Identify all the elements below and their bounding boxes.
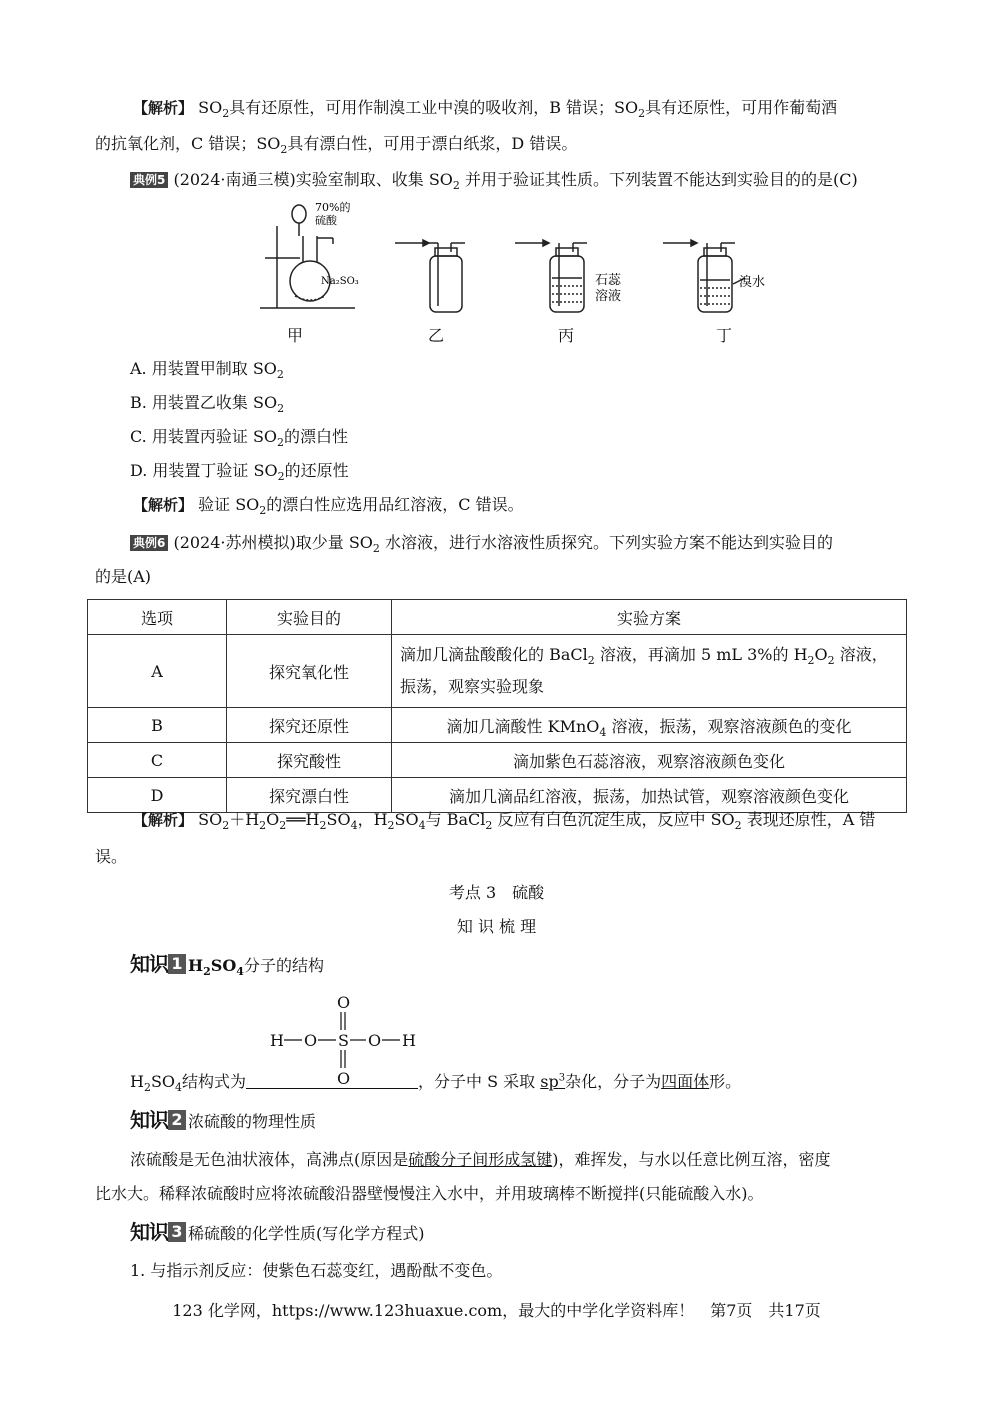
apparatus-yi (395, 240, 465, 312)
knowledge-number: 3 (168, 1222, 186, 1242)
reagent-label: Na₂SO₃ (321, 276, 359, 287)
text: 水溶液，进行水溶液性质探究。下列实验方案不能达到实验目的 (385, 533, 834, 552)
table-header-row (88, 600, 907, 635)
text: 分子的结构 (243, 956, 324, 975)
analysis-1-line1: 【解析】 $SO_2$具有还原性，可用作制溴工业中溴的吸收剂，B 错误；$SO_2$具有还原性，可用作葡萄酒 (133, 98, 838, 120)
text: A. 用装置甲制取 (130, 359, 248, 378)
text: (2024·南通三模)实验室制取、收集 (173, 170, 424, 189)
table-cell: 探究漂白性 (227, 778, 392, 813)
analysis-label: 【解析】 (133, 496, 194, 514)
table-cell: 探究酸性 (227, 743, 392, 778)
table-cell: 探究还原性 (227, 708, 392, 743)
apparatus-figure (255, 196, 795, 321)
knowledge-2-p2: 比水大。稀释浓硫酸时应将浓硫酸沿器壁慢慢注入水中，并用玻璃棒不断搅拌(只能硫酸入水)。 (95, 1184, 764, 1203)
answer-hydrogen-bond: 硫酸分子间形成氢键 (408, 1150, 553, 1169)
knowledge-number: 1 (168, 954, 186, 974)
option-d: D. 用装置丁验证 $SO_2$的还原性 (130, 461, 349, 483)
text: (2024·苏州模拟)取少量 (173, 533, 344, 552)
knowledge-word: 知识 (130, 1220, 168, 1244)
text: 并用于验证其性质。下列装置不能达到实验目的的是(C) (465, 170, 858, 189)
table-cell: A (88, 635, 227, 708)
text: 浓硫酸是无色油状液体，高沸点(原因是 (130, 1150, 409, 1169)
table-header: 实验方案 (392, 600, 907, 635)
svg-text:O: O (337, 993, 351, 1012)
example-5-question: 典例5 (2024·南通三模)实验室制取、收集 $SO_2$ 并用于验证其性质。下列装置不能达到实验目的的是(C) (130, 168, 942, 192)
answer-shape: 四面体 (661, 1072, 710, 1091)
blank-underline (246, 1074, 418, 1089)
text: 具有还原性，可用作制溴工业中溴的吸收剂，B 错误； (229, 98, 615, 117)
apparatus-ding (663, 240, 745, 312)
text: C. 用装置丙验证 (130, 427, 248, 446)
svg-text:H: H (402, 1031, 416, 1050)
bromine-label: 溴水 (739, 275, 766, 290)
svg-text:S: S (338, 1031, 349, 1050)
svg-text:O: O (304, 1031, 318, 1050)
example-5-analysis: 【解析】 验证 $SO_2$的漂白性应选用品红溶液，C 错误。 (133, 495, 524, 517)
figure-label-jia: 甲 (287, 326, 304, 345)
text: 具有漂白性，可用于漂白纸浆，D 错误。 (287, 134, 578, 153)
text: 具有还原性，可用作葡萄酒 (645, 98, 838, 117)
example-6-question: 典例6 (2024·苏州模拟)取少量 $SO_2$ 水溶液，进行水溶液性质探究。下列实验方案不能达到实验目的 (130, 531, 942, 555)
acid-label: 70%的 (315, 201, 351, 214)
figure-label-ding: 丁 (716, 326, 733, 345)
text: 反应有白色沉淀生成，反应中 (497, 810, 706, 829)
text: 的还原性 (284, 461, 349, 480)
table-cell: D (88, 778, 227, 813)
text: B. 用装置乙收集 (130, 393, 248, 412)
option-b: B. 用装置乙收集 $SO_2$ (130, 393, 285, 415)
table-cell: 探究氧化性 (227, 635, 392, 708)
apparatus-jia (260, 205, 355, 308)
table-header: 实验目的 (227, 600, 392, 635)
text: 振荡，观察实验现象 (400, 677, 545, 696)
experiment-table (87, 599, 907, 813)
litmus-label: 石蕊 (595, 273, 622, 288)
analysis-label: 【解析】 (133, 811, 194, 829)
acid-label-2: 硫酸 (315, 214, 337, 227)
table-cell: C (88, 743, 227, 778)
text: 的漂白性 (284, 427, 349, 446)
apparatus-bing (515, 240, 587, 312)
svg-text:O: O (368, 1031, 382, 1050)
section-subtitle: 知 识 梳 理 (456, 917, 537, 936)
table-row (88, 635, 907, 708)
table-row (88, 708, 907, 743)
knowledge-3-item1: 1. 与指示剂反应：使紫色石蕊变红，遇酚酞不变色。 (130, 1261, 503, 1280)
figure-label-yi: 乙 (428, 326, 445, 345)
text: 的抗氧化剂，C 错误； (95, 134, 257, 153)
text: 表现还原性，A 错 (746, 810, 876, 829)
text: 形。 (709, 1072, 742, 1091)
knowledge-word: 知识 (130, 952, 168, 976)
table-cell: B (88, 708, 227, 743)
option-c: C. 用装置丙验证 $SO_2$的漂白性 (130, 427, 349, 449)
text: 溶液， (839, 645, 888, 664)
text: )，难挥发，与水以任意比例互溶，密度 (552, 1150, 831, 1169)
table-cell: 滴加几滴盐酸酸化的 BaCl$_2$ 溶液，再滴加 5 mL 3%的 $H_2O_2$ 溶液， 振荡，观察实验现象 (392, 635, 907, 708)
text: 的漂白性应选用品红溶液，C 错误。 (266, 495, 524, 514)
litmus-label-2: 溶液 (595, 289, 622, 304)
example-6-analysis: 【解析】 $SO_2+H_2O_2══H_2SO_4$，$H_2SO_4$与 BaCl$_2$ 反应有白色沉淀生成，反应中 $SO_2$ 表现还原性，A 错 (133, 810, 876, 832)
text: 滴加几滴酸性 (446, 716, 543, 736)
svg-text:O: O (337, 1069, 351, 1088)
knowledge-2-p1 (130, 1146, 831, 1174)
example-badge: 典例5 (130, 172, 168, 188)
table-row (88, 743, 907, 778)
table-header: 选项 (88, 600, 227, 635)
knowledge-1-heading: 知识 1 $H_2SO_4$分子的结构 (130, 952, 324, 978)
text: 溶液，振荡，观察溶液颜色的变化 (611, 716, 852, 736)
knowledge-1-text: $H_2SO_4$结构式为 ，分子中 S 采取 $sp^3$杂化，分子为四面体形。 (130, 1072, 742, 1094)
text: ，分子中 S 采取 (418, 1072, 536, 1091)
figure-label-bing: 丙 (558, 326, 575, 345)
text: 浓硫酸的物理性质 (188, 1112, 317, 1131)
table-cell: 滴加几滴品红溶液，振荡，加热试管，观察溶液颜色变化 (392, 778, 907, 813)
knowledge-2-heading (130, 1106, 316, 1136)
text: 滴加几滴盐酸酸化的 (400, 645, 545, 664)
analysis-label: 【解析】 (133, 99, 194, 117)
knowledge-number: 2 (168, 1110, 186, 1130)
example-6-analysis-2: 误。 (95, 847, 128, 866)
text: 结构式为 (182, 1072, 247, 1091)
table-cell: 滴加几滴酸性 KMnO$_4$ 溶液，振荡，观察溶液颜色的变化 (392, 708, 907, 743)
example-6-question-2: 的是(A) (95, 567, 152, 586)
section-title: 考点 3 硫酸 (448, 883, 545, 902)
text: 与 (425, 810, 442, 829)
analysis-1-line2: 的抗氧化剂，C 错误；$SO_2$具有漂白性，可用于漂白纸浆，D 错误。 (95, 134, 578, 156)
table-cell: 滴加紫色石蕊溶液，观察溶液颜色变化 (392, 743, 907, 778)
knowledge-3-heading (130, 1218, 425, 1248)
text: 稀硫酸的化学性质(写化学方程式) (188, 1224, 425, 1243)
text: D. 用装置丁验证 (130, 461, 249, 480)
page-footer: 123 化学网，https://www.123huaxue.com，最大的中学化学资料库！ 第7页 共17页 (172, 1301, 821, 1320)
text: 溶液，再滴加 5 mL 3%的 (599, 645, 789, 664)
text: 杂化，分子为 (565, 1072, 662, 1091)
knowledge-word: 知识 (130, 1108, 168, 1132)
text: 验证 (198, 495, 231, 514)
example-badge: 典例6 (130, 535, 168, 551)
option-a: A. 用装置甲制取 $SO_2$ (130, 359, 284, 381)
svg-text:H: H (270, 1031, 284, 1050)
